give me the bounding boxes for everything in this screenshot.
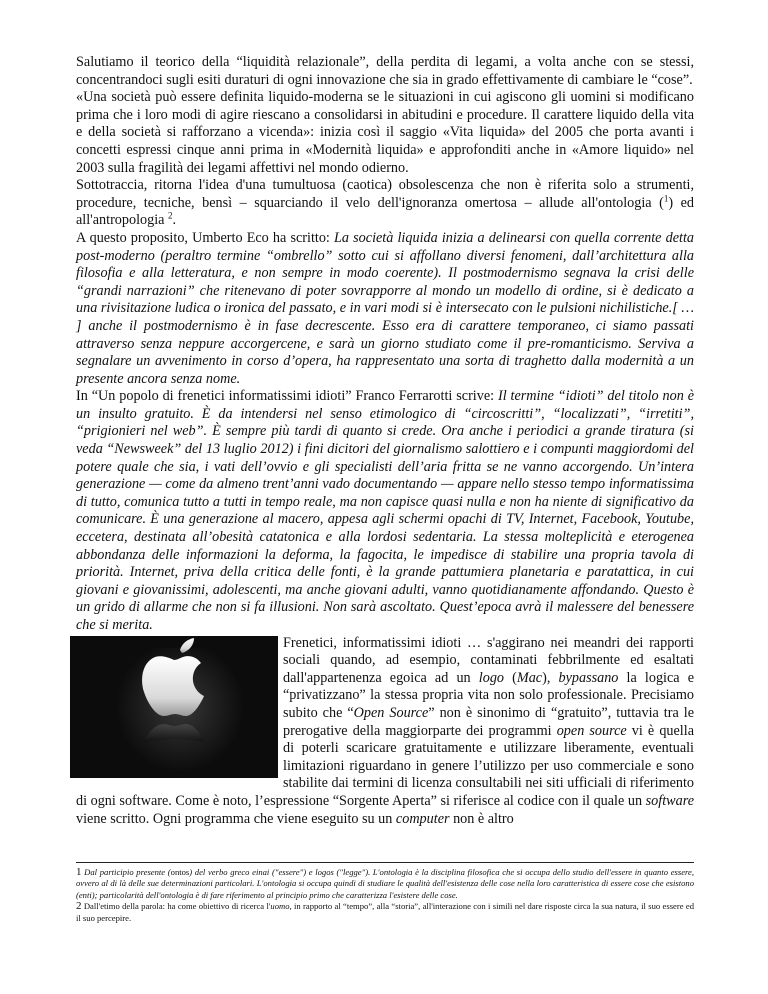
paragraph-eco [76,230,694,388]
paragraph-intro: Salutiamo il teorico della “liquidità relazionale”, della perdita di legami, a volta anche con se stessi, concentrandoci sugli esiti duraturi di ogni innovazione che sia in grado effettivamente di cambiare le “cose”. [76,54,694,88]
apple-logo-image [70,636,278,778]
eco-quote: La società liquida inizia a delinearsi con quella corrente detta post-moderno (peraltro termine “ombrello” sotto cui si affollano diversi fenomeni, dall’architettura alla filosofia e alla letteratura, e non sempre in modo coerente). Il postmodernismo segnava la crisi delle “grandi narrazioni” che ritenevano di poter sovrapporre al mondo un modello di ordine, si è dedicato a una rivisitazione ludica o ironica del passato, e in vari modi si è intersecato con le pulsioni nichilistiche.[ … ] anche il postmodernismo è in fase decrescente. Esso era di carattere temporaneo, ci siamo passati attraverso senza neppure accorgercene, e sarà un giorno studiato come il pre-romanticismo. Serviva a segnalare un avvenimento in corso d’opera, ha rappresentato una sorta di traghetto dalla modernità a un presente ancora senza nome. [76,229,694,387]
paragraph-text: . [172,212,177,229]
footnote-ref-2[interactable]: 2 [168,210,173,221]
footnote-text: ontos [170,867,190,877]
paragraph-text: ( [504,669,517,686]
italic-term: open source [556,722,627,739]
paragraph-text: non è altro [449,810,514,827]
paragraph-text: ” non è sinonimo di “gratuito”, tuttavia tra le prerogative della maggiorparte dei programmi [283,704,695,739]
italic-term: logo [478,669,505,686]
footnote-text: uomo [270,901,290,912]
apple-logo-icon [70,636,278,778]
footnote-text: , in rapporto al “tempo”, alla “storia”, all'interazione con i simili nel dare risposte circa la sua natura, il suo essere ed il suo percepire. [76,901,695,923]
italic-term: computer [395,810,450,827]
paragraph-sottotraccia [76,177,694,230]
footnote-number: 2 [76,900,82,913]
footnotes [76,862,694,924]
paragraph-text: A questo proposito, Umberto Eco ha scritto: [76,229,335,246]
footnote-number: 1 [76,866,82,878]
paragraph-vita-liquida: «Una società può essere definita liquido-moderna se le situazioni in cui agiscono gli uomini si modificano prima che i loro modi di agire riescano a consolidarsi in abitudini e procedure. Il carattere liquido della vita e della società si rafforzano a vicenda»: inizia così il saggio «Vita liquida» del 2005 che porta avanti i concetti espressi cinque anni prima in «Modernità liquida» e approfonditi anche in «Amore liquido» nel 2003 sulla fragilità dei legami affettivi nel mondo odierno. [76,89,694,176]
footnote-ref-1[interactable]: 1 [663,193,669,204]
paragraph-text: vi è quella di poterli scaricare gratuitamente e utilizzare liberamente, eventuali limitazioni riguardano in genere l’utilizzo per uso commerciale e sono stabilite dai termini di licenza consultabili nei siti ufficiali di riferimento di ogni software. Come è noto, l’espressione “Sorgente Aperta” si riferisce al codice con il quale un [76,722,694,809]
paragraph-text: Frenetici, informatissimi idioti … s'aggirano nei meandri dei rapporti sociali quando, ad esempio, contaminati febbrilmente ed esaltati dall'appartenenza egoica ad un [283,634,694,686]
italic-term: software [645,792,694,809]
figure-with-text [76,635,694,829]
footnote-text: ) del verbo greco einai ("essere") e logos ("legge"). L'ontologia è la disciplina filosofica che si occupa dello studio dell'essere in quanto essere, ovvero al di là delle sue determinazioni particolari. L'ontologia si occupa quindi di studiare le qualità dell'esistenza delle cose nella loro caratteristica di essere cose che esistono (enti); particolarità dell'ontologia è di fare riferimento al principio primo che caratterizza l'esistere delle cose. [76,867,694,900]
paragraph-text: la logica e “privatizzano” la stessa propria vita non solo professionale. Precisiamo subito che “ [283,669,694,721]
document-body [76,54,694,828]
italic-term: bypassano [558,669,619,686]
paragraph-text: ) ed all'antropologia [76,194,695,229]
footnote-text: Dall'etimo della parola: ha come obiettivo di ricerca l' [81,901,271,912]
paragraph-text: Sottotraccia, ritorna l'idea d'una tumultuosa (caotica) obsolescenza che non è riferita solo a strumenti, procedure, tecniche, bensì – squarciando il velo dell'ignoranza omertosa – allude all'ontologia ( [76,177,694,211]
footnote-2 [76,901,694,924]
italic-term: Mac [516,669,543,686]
paragraph-ferrarotti [76,388,694,634]
paragraph-text: viene scritto. Ogni programma che viene eseguito su un [76,810,396,827]
paragraph-text: In “Un popolo di frenetici informatissimi idioti” Franco Ferrarotti scrive: [76,388,498,405]
italic-term: Open Source [353,704,429,721]
footnote-text: Dal participio presente ( [81,867,171,877]
footnote-1 [76,867,694,901]
paragraph-text: ), [542,669,559,686]
ferrarotti-quote: Il termine “idioti” del titolo non è un insulto gratuito. È da intendersi nel senso etimologico di “circoscritti”, “localizzati”, “irretiti”, “prigionieri nel web”. È sempre più tardi di quanto si crede. Ora anche i periodici a grande tiratura (si veda “Newsweek” del 13 luglio 2012) i fini dicitori del giornalismo salottiero e i compunti maggiordomi del potere quale che sia, i vati dell’ovvio e gli specialisti dell’aria fritta se ne vanno accorgendo. Un’intera generazione — come da almeno trent’anni vado documentando — appare nello stesso tempo informatissima di tutto, comunica tutto a tutti in tempo reale, ma non capisce quasi nulla e non ha niente di significativo da comunicare. È una generazione al macero, appesa agli schermi opachi di TV, Internet, Facebook, Youtube, eccetera, destinata all’obesità catatonica e alla lordosi sedentaria. La stessa molteplicità e eterogenea abbondanza delle informazioni la deforma, la fagocita, le impedisce di stabilire una propria tavola di priorità. Internet, priva della critica delle fonti, è la grande pattumiera planetaria e paratattica, in cui giovani e giovanissimi, adolescenti, ma anche giovani adulti, vanno quotidianamente affondando. Questo è un grido di allarme che non si fa illusioni. Non sarà ascoltato. Quest’epoca avrà il malessere del benessere che si merita. [76,388,694,633]
